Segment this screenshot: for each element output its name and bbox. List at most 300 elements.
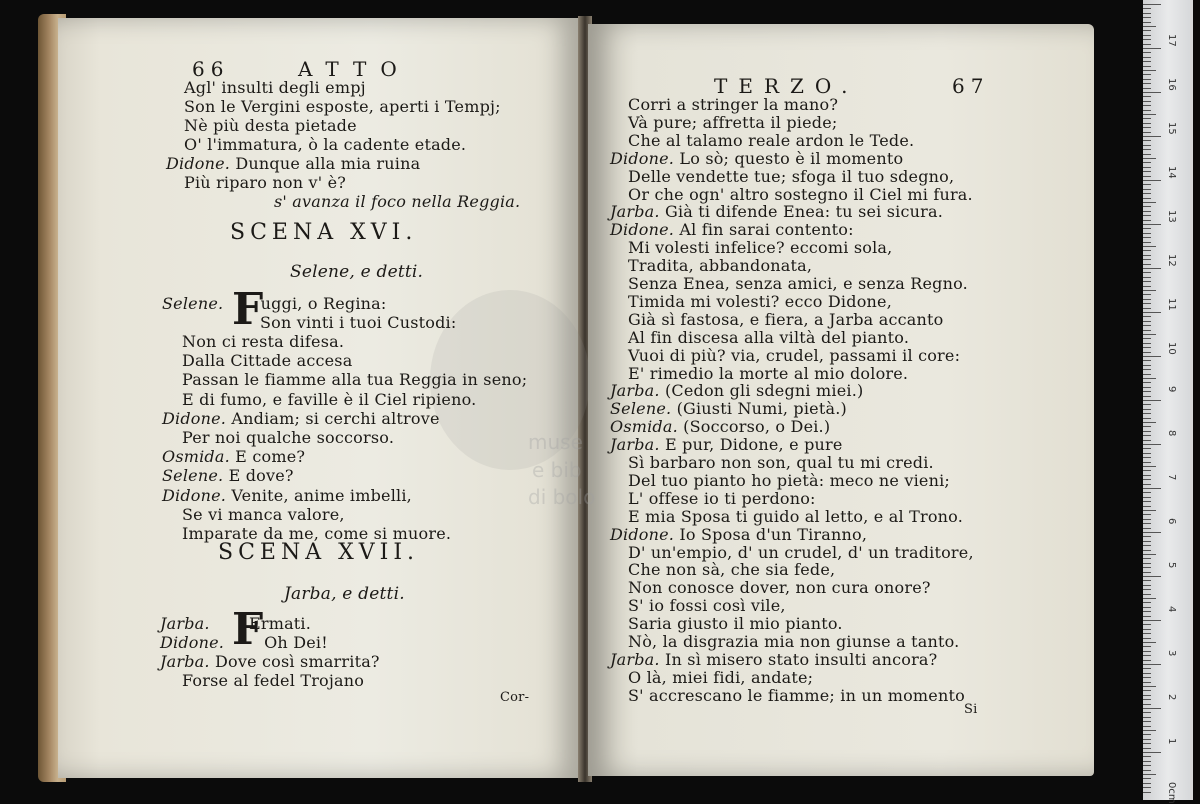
ruler-tick bbox=[1143, 360, 1151, 361]
ruler-tick bbox=[1143, 695, 1151, 696]
verse-text: (Giusti Numi, pietà.) bbox=[676, 399, 847, 419]
speaker-name: Jarba. bbox=[610, 435, 665, 455]
ruler-tick bbox=[1143, 39, 1151, 40]
ruler-tick bbox=[1143, 224, 1161, 225]
ruler-tick bbox=[1143, 400, 1161, 401]
ruler-tick bbox=[1143, 664, 1161, 665]
speaker-name: Osmida. bbox=[162, 447, 236, 467]
verse-line: Più riparo non v' è? bbox=[184, 173, 347, 192]
measuring-ruler bbox=[1143, 0, 1193, 804]
ruler-tick bbox=[1143, 686, 1156, 687]
ruler-tick bbox=[1143, 220, 1151, 221]
ruler-tick bbox=[1143, 563, 1151, 564]
ruler-tick bbox=[1143, 712, 1151, 713]
verse-line: Al fin discesa alla viltà del pianto. bbox=[628, 327, 910, 347]
ruler-tick bbox=[1143, 286, 1151, 287]
verse-line: O là, miei fidi, andate; bbox=[628, 667, 814, 687]
ruler-tick bbox=[1143, 352, 1151, 353]
ruler-tick bbox=[1143, 387, 1151, 388]
verse-line bbox=[610, 435, 843, 454]
ruler-tick bbox=[1143, 22, 1151, 23]
ruler-tick bbox=[1143, 396, 1151, 397]
ruler-tick bbox=[1143, 391, 1151, 392]
verse-text: E come? bbox=[235, 447, 306, 467]
ruler-tick bbox=[1143, 145, 1151, 146]
verse-line: Senza Enea, senza amici, e senza Regno. bbox=[628, 274, 968, 293]
verse-line: s' avanza il foco nella Reggia. bbox=[274, 192, 521, 211]
ruler-tick bbox=[1143, 242, 1151, 243]
ruler-tick bbox=[1143, 57, 1151, 58]
ruler-tick bbox=[1143, 184, 1151, 185]
ruler-tick bbox=[1143, 149, 1151, 150]
ruler-tick bbox=[1143, 206, 1151, 207]
ruler-tick bbox=[1143, 602, 1151, 603]
ruler-tick bbox=[1143, 457, 1151, 458]
ruler-tick bbox=[1143, 268, 1161, 269]
ruler-tick bbox=[1143, 708, 1161, 709]
ruler-tick bbox=[1143, 277, 1151, 278]
ruler-tick bbox=[1143, 413, 1151, 414]
ruler-tick bbox=[1143, 162, 1151, 163]
ruler-tick bbox=[1143, 704, 1151, 705]
ruler-tick bbox=[1143, 514, 1151, 515]
scene-16-cast: Selene, e detti. bbox=[290, 262, 424, 282]
ruler-tick bbox=[1143, 365, 1151, 366]
ruler-tick bbox=[1143, 668, 1151, 669]
ruler-label: 5 bbox=[1166, 562, 1177, 569]
verse-text: Al fin sarai contento: bbox=[679, 220, 854, 240]
ruler-label: 4 bbox=[1166, 606, 1177, 613]
ruler-tick bbox=[1143, 171, 1151, 172]
ruler-tick bbox=[1143, 48, 1161, 49]
verse-line: Saria giusto il mio pianto. bbox=[628, 614, 843, 634]
ruler-tick bbox=[1143, 497, 1151, 498]
ruler-tick bbox=[1143, 616, 1151, 617]
ruler-tick bbox=[1143, 448, 1151, 449]
verse-line bbox=[166, 154, 420, 173]
verse-line: Nò, la disgrazia mia non giunse a tanto. bbox=[628, 632, 960, 651]
ruler-tick bbox=[1143, 466, 1156, 467]
ruler-tick bbox=[1143, 334, 1156, 335]
verse-line: Già sì fastosa, e fiera, a Jarba accanto bbox=[628, 309, 944, 329]
ruler-tick bbox=[1143, 52, 1151, 53]
speaker-name: Jarba. bbox=[610, 381, 665, 401]
scene-16-title: SCENA XVI. bbox=[230, 220, 418, 245]
ruler-tick bbox=[1143, 167, 1151, 168]
ruler-tick bbox=[1143, 748, 1151, 749]
ruler-tick bbox=[1143, 660, 1151, 661]
ruler-tick bbox=[1143, 607, 1151, 608]
ruler-tick bbox=[1143, 215, 1151, 216]
left-catchword: Cor- bbox=[500, 690, 530, 705]
ruler-tick bbox=[1143, 189, 1151, 190]
ruler-tick bbox=[1143, 765, 1151, 766]
ruler-tick bbox=[1143, 303, 1151, 304]
ruler-tick bbox=[1143, 316, 1151, 317]
ruler-tick bbox=[1143, 690, 1151, 691]
verse-line bbox=[160, 652, 380, 671]
ruler-tick bbox=[1143, 536, 1151, 537]
ruler-tick bbox=[1143, 308, 1151, 309]
right-page-number: 67 bbox=[952, 74, 990, 98]
verse-line: L' offese io ti perdono: bbox=[628, 488, 816, 508]
ruler-tick bbox=[1143, 321, 1151, 322]
ruler-tick bbox=[1143, 717, 1151, 718]
ruler-tick bbox=[1143, 101, 1151, 102]
speaker-name: Jarba. bbox=[610, 202, 665, 222]
verse-line: Timida mi volesti? ecco Didone, bbox=[628, 291, 892, 311]
speaker-name: Didone. bbox=[610, 220, 680, 240]
ruler-tick bbox=[1143, 444, 1161, 445]
verse-line: Forse al fedel Trojano bbox=[182, 671, 365, 690]
speaker-name: Selene. bbox=[610, 399, 677, 419]
ruler-tick bbox=[1143, 325, 1151, 326]
ruler-label: 14 bbox=[1166, 166, 1177, 179]
verse-line bbox=[610, 525, 867, 544]
ruler-tick bbox=[1143, 774, 1156, 775]
speaker-name: Didone. bbox=[610, 524, 680, 544]
ruler-tick bbox=[1143, 479, 1151, 480]
ruler-tick bbox=[1143, 572, 1151, 573]
speaker-name: Didone. bbox=[166, 154, 236, 173]
ruler-tick bbox=[1143, 558, 1151, 559]
ruler-tick bbox=[1143, 541, 1151, 542]
ruler-tick bbox=[1143, 158, 1156, 159]
ruler-tick bbox=[1143, 132, 1151, 133]
verse-line: Che al talamo reale ardon le Tede. bbox=[628, 130, 915, 150]
ruler-tick bbox=[1143, 484, 1151, 485]
verse-line: Tradita, abbandonata, bbox=[628, 256, 813, 276]
ruler-tick bbox=[1143, 211, 1151, 212]
ruler-tick bbox=[1143, 699, 1151, 700]
watermark-text-1: muse bbox=[528, 430, 583, 454]
ruler-tick bbox=[1143, 404, 1151, 405]
ruler-label: 6 bbox=[1166, 518, 1177, 525]
verse-line bbox=[610, 417, 830, 436]
ruler-tick bbox=[1143, 272, 1151, 273]
ruler-tick bbox=[1143, 255, 1151, 256]
ruler-tick bbox=[1143, 123, 1151, 124]
ruler-tick bbox=[1143, 734, 1151, 735]
ruler-label: 7 bbox=[1166, 474, 1177, 481]
ruler-tick bbox=[1143, 105, 1151, 106]
verse-line: Delle vendette tue; sfoga il tuo sdegno, bbox=[628, 166, 955, 186]
watermark-text-3: di bolo bbox=[528, 485, 596, 509]
verse-line: Imparate da me, come si muore. bbox=[182, 524, 452, 543]
ruler-tick bbox=[1143, 453, 1151, 454]
verse-line: S' accrescano le fiamme; in un momento bbox=[628, 685, 965, 705]
ruler-tick bbox=[1143, 127, 1151, 128]
verse-line: Và pure; affretta il piede; bbox=[628, 112, 838, 132]
ruler-tick bbox=[1143, 761, 1151, 762]
verse-line: Son vinti i tuoi Custodi: bbox=[260, 313, 457, 332]
ruler-tick bbox=[1143, 312, 1161, 313]
verse-line bbox=[610, 381, 863, 400]
ruler-tick bbox=[1143, 44, 1151, 45]
verse-line: Del tuo pianto ho pietà: meco ne vieni; bbox=[628, 470, 951, 490]
speaker-name: Selene. bbox=[162, 294, 229, 313]
ruler-label: 17 bbox=[1166, 34, 1177, 47]
ruler-label: 9 bbox=[1166, 386, 1177, 393]
ruler-tick bbox=[1143, 294, 1151, 295]
ruler-tick bbox=[1143, 743, 1151, 744]
ruler-tick bbox=[1143, 792, 1151, 793]
ruler-tick bbox=[1143, 228, 1151, 229]
ruler-tick bbox=[1143, 233, 1151, 234]
ruler-tick bbox=[1143, 193, 1151, 194]
ruler-tick bbox=[1143, 730, 1156, 731]
verse-text: E dove? bbox=[228, 466, 294, 486]
verse-line: Sì barbaro non son, qual tu mi credi. bbox=[628, 453, 934, 472]
speaker-name: Jarba. bbox=[160, 614, 215, 633]
ruler-tick bbox=[1143, 70, 1156, 71]
ruler-label: 0cm bbox=[1166, 782, 1177, 804]
ruler-tick bbox=[1143, 770, 1151, 771]
ruler-tick bbox=[1143, 752, 1161, 753]
verse-text: (Cedon gli sdegni miei.) bbox=[664, 381, 864, 401]
ruler-tick bbox=[1143, 598, 1156, 599]
ruler-tick bbox=[1143, 250, 1151, 251]
ruler-tick bbox=[1143, 554, 1156, 555]
ruler-tick bbox=[1143, 435, 1151, 436]
speaker-name: Didone. bbox=[160, 633, 225, 652]
ruler-tick bbox=[1143, 550, 1151, 551]
verse-line: E' rimedio la morte al mio dolore. bbox=[628, 363, 909, 383]
ruler-tick bbox=[1143, 79, 1151, 80]
ruler-tick bbox=[1143, 61, 1151, 62]
ruler-tick bbox=[1143, 176, 1151, 177]
ruler-tick bbox=[1143, 8, 1151, 9]
ruler-tick bbox=[1143, 259, 1151, 260]
verse-text: (Soccorso, o Dei.) bbox=[683, 417, 831, 437]
ruler-tick bbox=[1143, 17, 1151, 18]
verse-text: Già ti difende Enea: tu sei sicura. bbox=[664, 202, 944, 222]
ruler-label: 10 bbox=[1166, 342, 1177, 355]
ruler-tick bbox=[1143, 677, 1151, 678]
verse-line bbox=[610, 220, 854, 239]
ruler-tick bbox=[1143, 576, 1161, 577]
ruler-tick bbox=[1143, 545, 1151, 546]
ruler-tick bbox=[1143, 673, 1151, 674]
verse-line: E di fumo, e faville è il Ciel ripieno. bbox=[182, 389, 477, 409]
verse-line: D' un'empio, d' un crudel, d' un traditore, bbox=[628, 542, 974, 562]
verse-line bbox=[610, 149, 903, 168]
ruler-tick bbox=[1143, 778, 1151, 779]
verse-line bbox=[162, 409, 440, 428]
ruler-label: 16 bbox=[1166, 78, 1177, 91]
ruler-tick bbox=[1143, 35, 1151, 36]
verse-line bbox=[610, 202, 943, 221]
ruler-tick bbox=[1143, 721, 1151, 722]
scene-17-cast: Jarba, e detti. bbox=[284, 584, 405, 604]
verse-line bbox=[162, 466, 294, 485]
ruler-tick bbox=[1143, 140, 1151, 141]
ruler-tick bbox=[1143, 726, 1151, 727]
ruler-tick bbox=[1143, 431, 1151, 432]
ruler-tick bbox=[1143, 202, 1156, 203]
verse-line: Se vi manca valore, bbox=[182, 504, 345, 524]
verse-line bbox=[162, 447, 305, 466]
ruler-tick bbox=[1143, 642, 1156, 643]
ruler-tick bbox=[1143, 492, 1151, 493]
ruler-label: 11 bbox=[1166, 298, 1177, 311]
speaker-name: Osmida. bbox=[610, 417, 684, 437]
ruler-tick bbox=[1143, 356, 1161, 357]
verse-text: E pur, Didone, e pure bbox=[664, 435, 843, 455]
verse-text: In sì misero stato insulti ancora? bbox=[664, 649, 938, 669]
ruler-tick bbox=[1143, 418, 1151, 419]
speaker-name: Jarba. bbox=[160, 652, 215, 671]
ruler-label: 2 bbox=[1166, 694, 1177, 701]
ruler-tick bbox=[1143, 343, 1151, 344]
ruler-tick bbox=[1143, 136, 1161, 137]
ruler-tick bbox=[1143, 510, 1156, 511]
verse-text: Ermati. bbox=[248, 614, 312, 633]
ruler-tick bbox=[1143, 589, 1151, 590]
ruler-tick bbox=[1143, 198, 1151, 199]
ruler-tick bbox=[1143, 633, 1151, 634]
ruler-tick bbox=[1143, 330, 1151, 331]
ruler-tick bbox=[1143, 30, 1151, 31]
ruler-tick bbox=[1143, 237, 1151, 238]
ruler-tick bbox=[1143, 756, 1151, 757]
ruler-label: 13 bbox=[1166, 210, 1177, 223]
ruler-tick bbox=[1143, 501, 1151, 502]
ruler-tick bbox=[1143, 462, 1151, 463]
ruler-tick bbox=[1143, 655, 1151, 656]
ruler-tick bbox=[1143, 629, 1151, 630]
speaker-name: Didone. bbox=[162, 408, 232, 428]
verse-line: Corri a stringer la mano? bbox=[628, 95, 839, 114]
ruler-tick bbox=[1143, 26, 1156, 27]
ruler-tick bbox=[1143, 682, 1151, 683]
verse-line: Or che ogn' altro sostegno il Ciel mi fura. bbox=[628, 184, 973, 204]
ruler-tick bbox=[1143, 347, 1151, 348]
verse-text: Lo sò; questo è il momento bbox=[679, 148, 904, 168]
ruler-label: 12 bbox=[1166, 254, 1177, 267]
verse-line: Che non sà, che sia fede, bbox=[628, 560, 836, 580]
verse-line bbox=[160, 633, 328, 652]
verse-line bbox=[610, 399, 847, 418]
ruler-label: 3 bbox=[1166, 650, 1177, 657]
ruler-tick bbox=[1143, 783, 1151, 784]
ruler-tick bbox=[1143, 580, 1151, 581]
ruler-tick bbox=[1143, 620, 1161, 621]
ruler-tick bbox=[1143, 470, 1151, 471]
verse-text: Venite, anime imbelli, bbox=[231, 485, 412, 505]
verse-line: Non conosce dover, non cura onore? bbox=[628, 578, 931, 598]
left-running-head: ATTO bbox=[298, 57, 411, 81]
ruler-tick bbox=[1143, 506, 1151, 507]
ruler-label: 8 bbox=[1166, 430, 1177, 437]
ruler-tick bbox=[1143, 382, 1151, 383]
ruler-tick bbox=[1143, 475, 1151, 476]
verse-text: Io Sposa d'un Tiranno, bbox=[679, 524, 868, 544]
speaker-name: Selene. bbox=[162, 466, 229, 486]
watermark-text-2: e bib bbox=[532, 458, 582, 482]
ruler-tick bbox=[1143, 281, 1151, 282]
ruler-tick bbox=[1143, 624, 1151, 625]
verse-line: Vuoi di più? via, crudel, passami il core: bbox=[628, 345, 961, 365]
ruler-tick bbox=[1143, 426, 1151, 427]
ruler-tick bbox=[1143, 488, 1161, 489]
left-page-number: 66 bbox=[192, 57, 230, 81]
speaker-name: Didone. bbox=[162, 485, 232, 505]
ruler-tick bbox=[1143, 154, 1151, 155]
ruler-label: 15 bbox=[1166, 122, 1177, 135]
ruler-tick bbox=[1143, 264, 1151, 265]
ruler-tick bbox=[1143, 409, 1151, 410]
ruler-tick bbox=[1143, 532, 1161, 533]
speaker-name: Didone. bbox=[610, 148, 680, 168]
ruler-tick bbox=[1143, 110, 1151, 111]
ruler-tick bbox=[1143, 594, 1151, 595]
verse-line: Nè più desta pietade bbox=[184, 116, 357, 135]
ruler-tick bbox=[1143, 92, 1161, 93]
ruler-tick bbox=[1143, 440, 1151, 441]
ruler-tick bbox=[1143, 611, 1151, 612]
verse-line: S' io fossi così vile, bbox=[628, 596, 786, 616]
ruler-tick bbox=[1143, 519, 1151, 520]
drop-capital: F bbox=[232, 604, 264, 655]
verse-line bbox=[162, 486, 412, 505]
ruler-tick bbox=[1143, 523, 1151, 524]
drop-capital: F bbox=[232, 284, 264, 335]
verse-text: uggi, o Regina: bbox=[260, 294, 387, 313]
verse-line: Mi volesti infelice? eccomi sola, bbox=[628, 238, 893, 258]
verse-line: Dalla Cittade accesa bbox=[182, 351, 353, 371]
verse-line bbox=[610, 650, 937, 669]
ruler-tick bbox=[1143, 528, 1151, 529]
ruler-tick bbox=[1143, 96, 1151, 97]
speaker-name: Jarba. bbox=[610, 649, 665, 669]
ruler-tick bbox=[1143, 567, 1151, 568]
ruler-tick bbox=[1143, 13, 1151, 14]
verse-line: Non ci resta difesa. bbox=[182, 332, 345, 351]
ruler-tick bbox=[1143, 638, 1151, 639]
ruler-tick bbox=[1143, 422, 1156, 423]
right-running-head: TERZO. bbox=[714, 74, 859, 98]
right-catchword: Si bbox=[964, 702, 978, 717]
verse-line: Passan le fiamme alla tua Reggia in seno; bbox=[182, 370, 528, 390]
verse-text: Dove così smarrita? bbox=[214, 652, 380, 671]
ruler-tick bbox=[1143, 114, 1156, 115]
ruler-tick bbox=[1143, 74, 1151, 75]
scene-17-title: SCENA XVII. bbox=[218, 540, 420, 565]
ruler-tick bbox=[1143, 83, 1151, 84]
ruler-tick bbox=[1143, 299, 1151, 300]
verse-line: E mia Sposa ti guido al letto, e al Trono. bbox=[628, 506, 963, 526]
ruler-label: 1 bbox=[1166, 738, 1177, 745]
ruler-tick bbox=[1143, 118, 1151, 119]
ruler-tick bbox=[1143, 646, 1151, 647]
ruler-tick bbox=[1143, 739, 1151, 740]
verse-line: O' l'immatura, ò la cadente etade. bbox=[184, 135, 467, 154]
verse-text: Dunque alla mia ruina bbox=[235, 154, 421, 173]
ruler-tick bbox=[1143, 651, 1151, 652]
ruler-tick bbox=[1143, 787, 1151, 788]
ruler-tick bbox=[1143, 66, 1151, 67]
verse-line: Per noi qualche soccorso. bbox=[182, 428, 395, 447]
ruler-tick bbox=[1143, 374, 1151, 375]
verse-text: Andiam; si cerchi altrove bbox=[231, 408, 440, 428]
ruler-tick bbox=[1143, 585, 1151, 586]
ruler-tick bbox=[1143, 338, 1151, 339]
ruler-tick bbox=[1143, 4, 1161, 5]
ruler-tick bbox=[1143, 88, 1151, 89]
ruler-tick bbox=[1143, 180, 1161, 181]
verse-text: Oh Dei! bbox=[264, 633, 328, 652]
